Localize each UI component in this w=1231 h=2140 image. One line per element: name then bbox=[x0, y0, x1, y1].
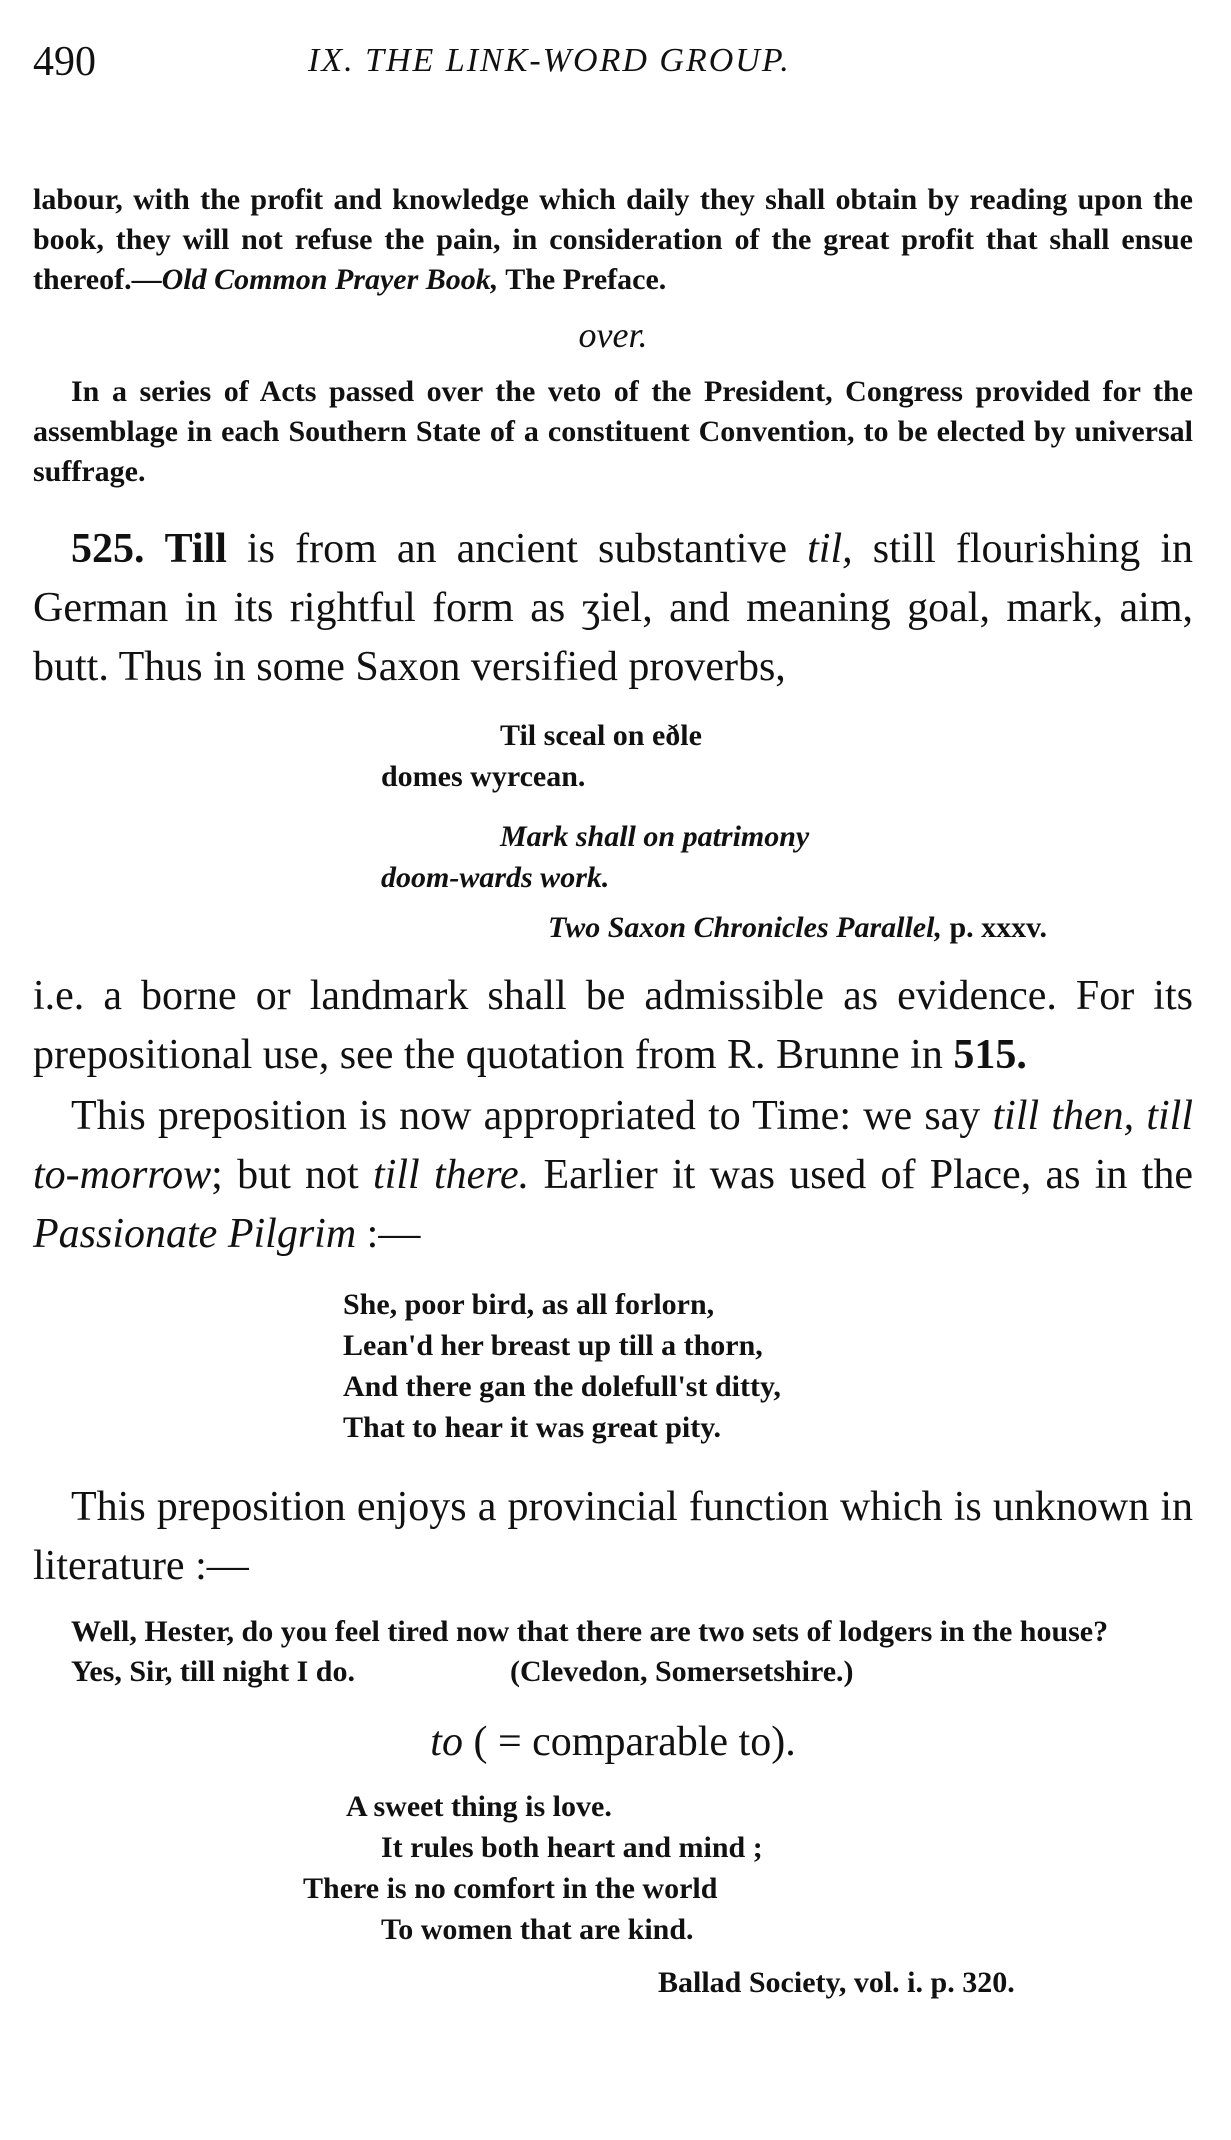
book-page bbox=[33, 38, 1193, 2003]
section-heading-over: over. bbox=[578, 315, 648, 355]
verse-translation-line: doom-wards work. bbox=[381, 861, 610, 894]
quote-source: Old Common Prayer Book, bbox=[161, 263, 499, 296]
verse-line: She, poor bird, as all forlorn, bbox=[343, 1288, 715, 1321]
verse-line: Til sceal on eðle bbox=[500, 719, 702, 752]
page-number: 490 bbox=[33, 39, 96, 85]
love-verse-source: Ballad Society, vol. i. p. 320. bbox=[658, 1966, 1015, 1999]
paragraph-time: This preposition is now appropriated to Time: we say till then, till to-morrow; but not till there. Earlier it was used of Place, as in the Passionate Pilgrim :— bbox=[33, 1093, 1193, 1257]
dialogue-line: Well, Hester, do you feel tired now that there are two sets of lodgers in the house? bbox=[71, 1615, 1109, 1648]
dialogue-location: (Clevedon, Somersetshire.) bbox=[509, 1655, 854, 1688]
pilgrim-verse bbox=[33, 1284, 1193, 1448]
paragraph-provincial: This preposition enjoys a provincial function which is unknown in literature :— bbox=[33, 1484, 1193, 1589]
saxon-verse bbox=[33, 715, 1193, 955]
verse-translation-line: Mark shall on patrimony bbox=[500, 820, 810, 853]
verse-line: To women that are kind. bbox=[381, 1913, 694, 1946]
dialogue-line: Yes, Sir, till night I do. (Clevedon, Somersetshire.) bbox=[71, 1655, 854, 1688]
verse-line: There is no comfort in the world bbox=[303, 1872, 718, 1905]
verse-line: That to hear it was great pity. bbox=[343, 1411, 722, 1444]
section-heading-to: to ( = comparable to). bbox=[430, 1719, 796, 1765]
paragraph-ie: i.e. a borne or landmark shall be admissible as evidence. For its prepositional use, see the quotation from R. Brunne in 515. bbox=[33, 973, 1193, 1078]
section-reference: 515. bbox=[953, 1032, 1027, 1078]
verse-line: And there gan the dolefull'st ditty, bbox=[343, 1370, 781, 1403]
running-title: IX. THE LINK-WORD GROUP. bbox=[308, 42, 791, 79]
love-verse bbox=[33, 1786, 1193, 1950]
section-number: 525. bbox=[71, 526, 145, 572]
verse-line: It rules both heart and mind ; bbox=[381, 1831, 763, 1864]
quote-prayer-book: labour, with the profit and knowledge which daily they shall obtain by reading upon the book, they will not refuse the pain, in consideration of the great profit that shall ensue thereof.—Old Common Prayer Book, The Preface. bbox=[33, 183, 1193, 296]
paragraph-525: 525. Till is from an ancient substantive til, still flourishing in German in its rightful form as ʒiel, and meaning goal, mark, aim, butt. Thus in some Saxon versified proverbs, bbox=[33, 526, 1194, 690]
verse-line: domes wyrcean. bbox=[381, 760, 586, 793]
verse-line: A sweet thing is love. bbox=[346, 1790, 612, 1823]
quote-acts: In a series of Acts passed over the veto of the President, Congress provided for the assemblage in each Southern State of a constituent Convention, to be elected by universal suffrage. bbox=[33, 375, 1193, 488]
work-title: Passionate Pilgrim bbox=[33, 1211, 357, 1257]
running-head bbox=[33, 38, 1193, 98]
dialogue bbox=[33, 1612, 1193, 1692]
verse-line: Lean'd her breast up till a thorn, bbox=[343, 1329, 763, 1362]
verse-source: Two Saxon Chronicles Parallel, p. xxxv. bbox=[548, 911, 1047, 944]
